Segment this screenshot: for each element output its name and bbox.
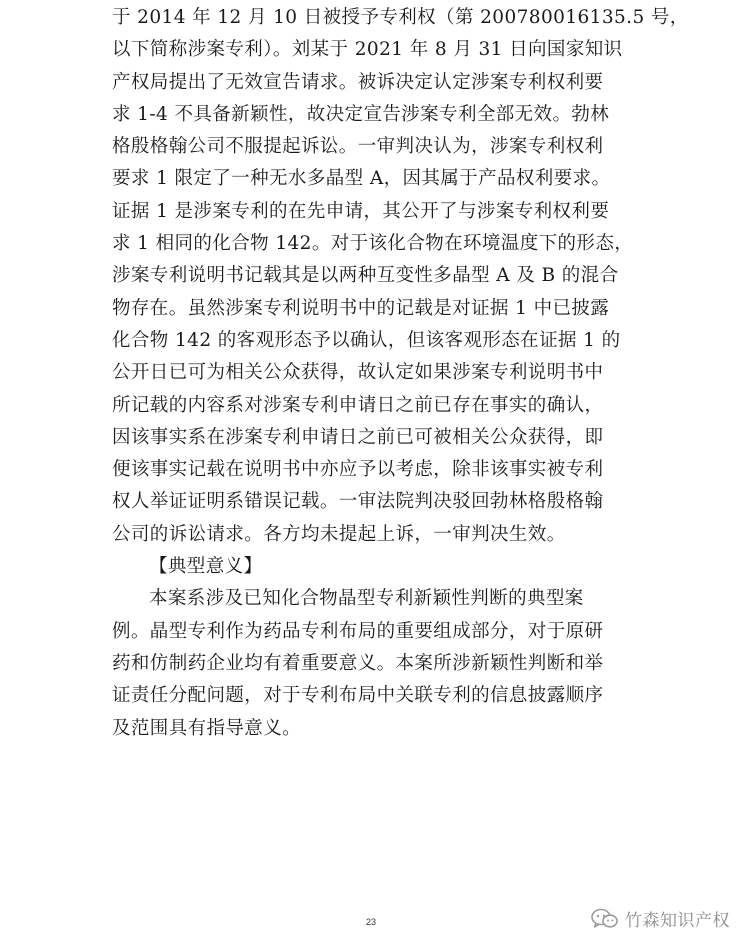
body-line-3: 产权局提出了无效宣告请求。被诉决定认定涉案专利权利要: [112, 71, 604, 93]
body-line-7: 证据 1 是涉案专利的在先申请，其公开了与涉案专利权利要: [112, 200, 610, 222]
watermark-text: 竹森知识产权: [625, 911, 730, 931]
body-line-9: 涉案专利说明书记载其是以两种互变性多晶型 A 及 B 的混合: [112, 265, 619, 287]
body-line-1: 于 2014 年 12 月 10 日被授予专利权（第 200780016135.5 号，: [112, 7, 689, 28]
body-line-5: 格殷格翰公司不服提起诉讼。一审判决认为，涉案专利权利: [112, 136, 604, 158]
body-line-13: 所记载的内容系对涉案专利申请日之前已存在事实的确认，: [112, 394, 604, 416]
body-line-2: 以下简称涉案专利）。刘某于 2021 年 8 月 31 日向国家知识: [112, 39, 623, 61]
significance-line-1: 本案系涉及已知化合物晶型专利新颖性判断的典型案: [149, 588, 584, 610]
body-line-6: 要求 1 限定了一种无水多晶型 A，因其属于产品权利要求。: [112, 168, 611, 190]
body-line-17: 公司的诉讼请求。各方均未提起上诉，一审判决生效。: [112, 523, 566, 545]
case-text: [112, 2, 689, 745]
significance-line-5: 及范围具有指导意义。: [112, 717, 302, 739]
watermark: [591, 906, 730, 931]
significance-line-2: 例。晶型专利作为药品专利布局的重要组成部分，对于原研: [112, 620, 604, 642]
page-number: 23: [365, 917, 376, 927]
body-line-11: 化合物 142 的客观形态予以确认，但该客观形态在证据 1 的: [112, 329, 621, 351]
significance-line-4: 证责任分配问题，对于专利布局中关联专利的信息披露顺序: [112, 685, 604, 707]
body-line-15: 便该事实记载在说明书中亦应予以考虑，除非该事实被专利: [112, 459, 604, 481]
wechat-icon: [591, 908, 619, 930]
body-line-14: 因该事实系在涉案专利申请日之前已可被相关公众获得，即: [112, 426, 604, 448]
body-line-10: 物存在。虽然涉案专利说明书中的记载是对证据 1 中已披露: [112, 297, 610, 319]
body-line-16: 权人举证证明系错误记载。一审法院判决驳回勃林格殷格翰: [112, 491, 604, 513]
body-line-4: 求 1-4 不具备新颖性，故决定宣告涉案专利全部无效。勃林: [112, 103, 610, 125]
body-line-12: 公开日已可为相关公众获得，故认定如果涉案专利说明书中: [112, 362, 604, 384]
significance-line-3: 药和仿制药企业均有着重要意义。本案所涉新颖性判断和举: [112, 652, 604, 674]
body-line-8: 求 1 相同的化合物 142。对于该化合物在环境温度下的形态，: [112, 233, 634, 255]
section-heading: 【典型意义】: [149, 556, 263, 578]
